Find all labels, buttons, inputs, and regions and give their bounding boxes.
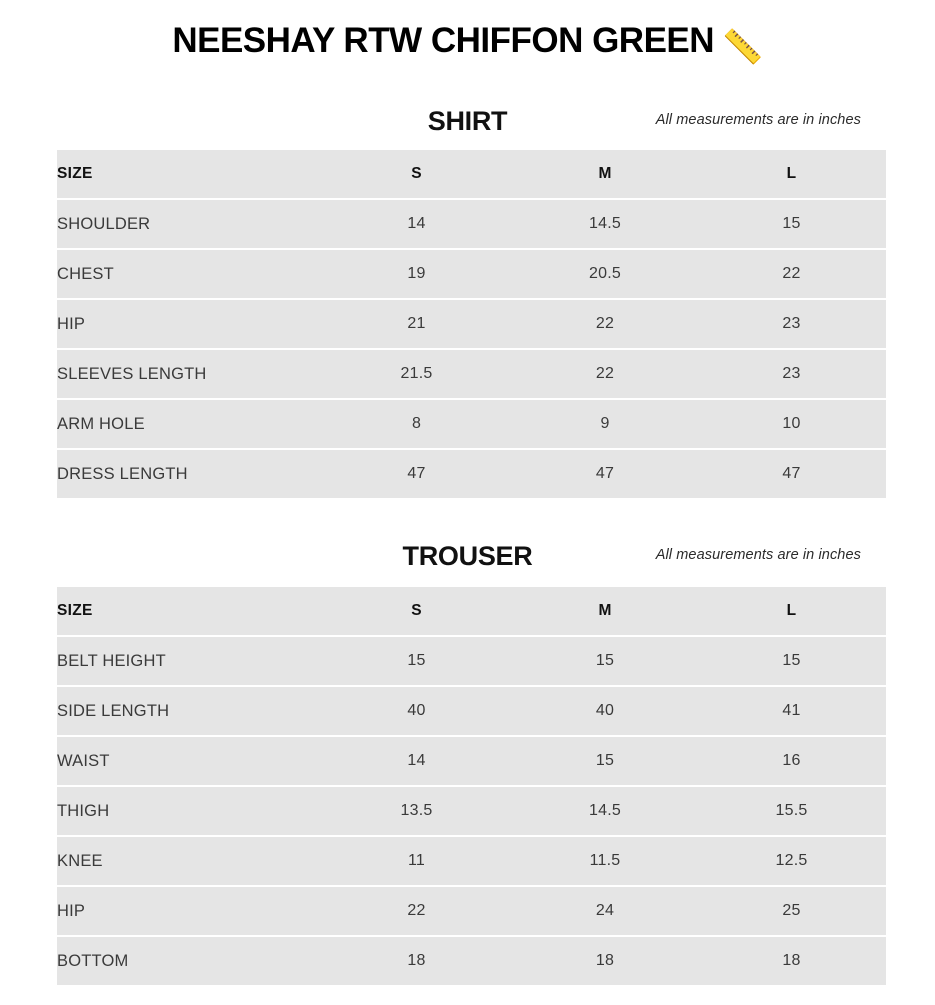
column-header-m: M: [513, 587, 699, 635]
column-header-size: SIZE: [57, 150, 326, 198]
page-title-text: NEESHAY RTW CHIFFON GREEN: [172, 21, 715, 60]
row-value-m: 22: [513, 350, 699, 398]
section-shirt-note: All measurements are in inches: [655, 112, 861, 128]
row-value-l: 47: [699, 450, 886, 498]
row-value-m: 22: [513, 300, 699, 348]
row-value-m: 14.5: [513, 787, 699, 835]
row-value-m: 18: [513, 937, 699, 985]
row-value-m: 15: [513, 737, 699, 785]
row-value-s: 14: [326, 737, 513, 785]
row-label: HIP: [57, 300, 326, 348]
tape-measure-icon: 📏: [722, 28, 763, 65]
section-shirt-header: [0, 104, 935, 144]
table-row: [57, 787, 886, 835]
row-value-l: 25: [699, 887, 886, 935]
table-header-row: [57, 150, 886, 198]
row-label: SLEEVES LENGTH: [57, 350, 326, 398]
row-label: SIDE LENGTH: [57, 687, 326, 735]
row-label: BOTTOM: [57, 937, 326, 985]
table-row: [57, 737, 886, 785]
row-label: WAIST: [57, 737, 326, 785]
trouser-table-body: [57, 637, 886, 985]
table-row: [57, 637, 886, 685]
row-value-m: 15: [513, 637, 699, 685]
section-trouser: [0, 539, 935, 970]
table-row: [57, 887, 886, 935]
row-value-s: 11: [326, 837, 513, 885]
row-value-l: 41: [699, 687, 886, 735]
row-value-m: 20.5: [513, 250, 699, 298]
row-value-s: 14: [326, 200, 513, 248]
row-label: DRESS LENGTH: [57, 450, 326, 498]
table-row: [57, 250, 886, 298]
table-header-row: [57, 587, 886, 635]
row-value-m: 40: [513, 687, 699, 735]
row-value-l: 23: [699, 300, 886, 348]
page-title: [0, 16, 935, 66]
table-row: [57, 687, 886, 735]
table-row: [57, 450, 886, 498]
table-row: [57, 837, 886, 885]
table-row: [57, 350, 886, 398]
row-value-l: 12.5: [699, 837, 886, 885]
trouser-table-head: [57, 587, 886, 635]
shirt-table-body: [57, 200, 886, 498]
row-value-s: 47: [326, 450, 513, 498]
table-row: [57, 300, 886, 348]
row-value-s: 13.5: [326, 787, 513, 835]
table-row: [57, 937, 886, 985]
section-shirt: [0, 104, 935, 483]
section-trouser-header: [0, 539, 935, 579]
row-label: SHOULDER: [57, 200, 326, 248]
row-label: KNEE: [57, 837, 326, 885]
row-value-l: 16: [699, 737, 886, 785]
row-value-m: 9: [513, 400, 699, 448]
column-header-l: L: [699, 150, 886, 198]
table-row: [57, 200, 886, 248]
row-value-l: 18: [699, 937, 886, 985]
row-value-m: 24: [513, 887, 699, 935]
row-value-l: 23: [699, 350, 886, 398]
row-value-s: 19: [326, 250, 513, 298]
column-header-size: SIZE: [57, 587, 326, 635]
section-trouser-title: TROUSER: [402, 541, 533, 571]
row-value-l: 10: [699, 400, 886, 448]
trouser-size-table: [57, 585, 886, 987]
row-value-s: 22: [326, 887, 513, 935]
row-value-l: 22: [699, 250, 886, 298]
row-value-s: 15: [326, 637, 513, 685]
shirt-size-table: [57, 148, 886, 500]
row-value-m: 11.5: [513, 837, 699, 885]
row-value-l: 15: [699, 637, 886, 685]
column-header-l: L: [699, 587, 886, 635]
row-value-s: 18: [326, 937, 513, 985]
row-value-s: 40: [326, 687, 513, 735]
row-value-m: 47: [513, 450, 699, 498]
section-shirt-title: SHIRT: [427, 106, 508, 136]
row-label: CHEST: [57, 250, 326, 298]
row-label: BELT HEIGHT: [57, 637, 326, 685]
row-label: HIP: [57, 887, 326, 935]
row-value-s: 21: [326, 300, 513, 348]
row-label: ARM HOLE: [57, 400, 326, 448]
row-value-l: 15.5: [699, 787, 886, 835]
row-value-l: 15: [699, 200, 886, 248]
table-row: [57, 400, 886, 448]
column-header-s: S: [326, 150, 513, 198]
column-header-m: M: [513, 150, 699, 198]
section-trouser-note: All measurements are in inches: [655, 547, 861, 563]
row-value-s: 21.5: [326, 350, 513, 398]
row-value-m: 14.5: [513, 200, 699, 248]
row-value-s: 8: [326, 400, 513, 448]
column-header-s: S: [326, 587, 513, 635]
shirt-table-head: [57, 150, 886, 198]
row-label: THIGH: [57, 787, 326, 835]
